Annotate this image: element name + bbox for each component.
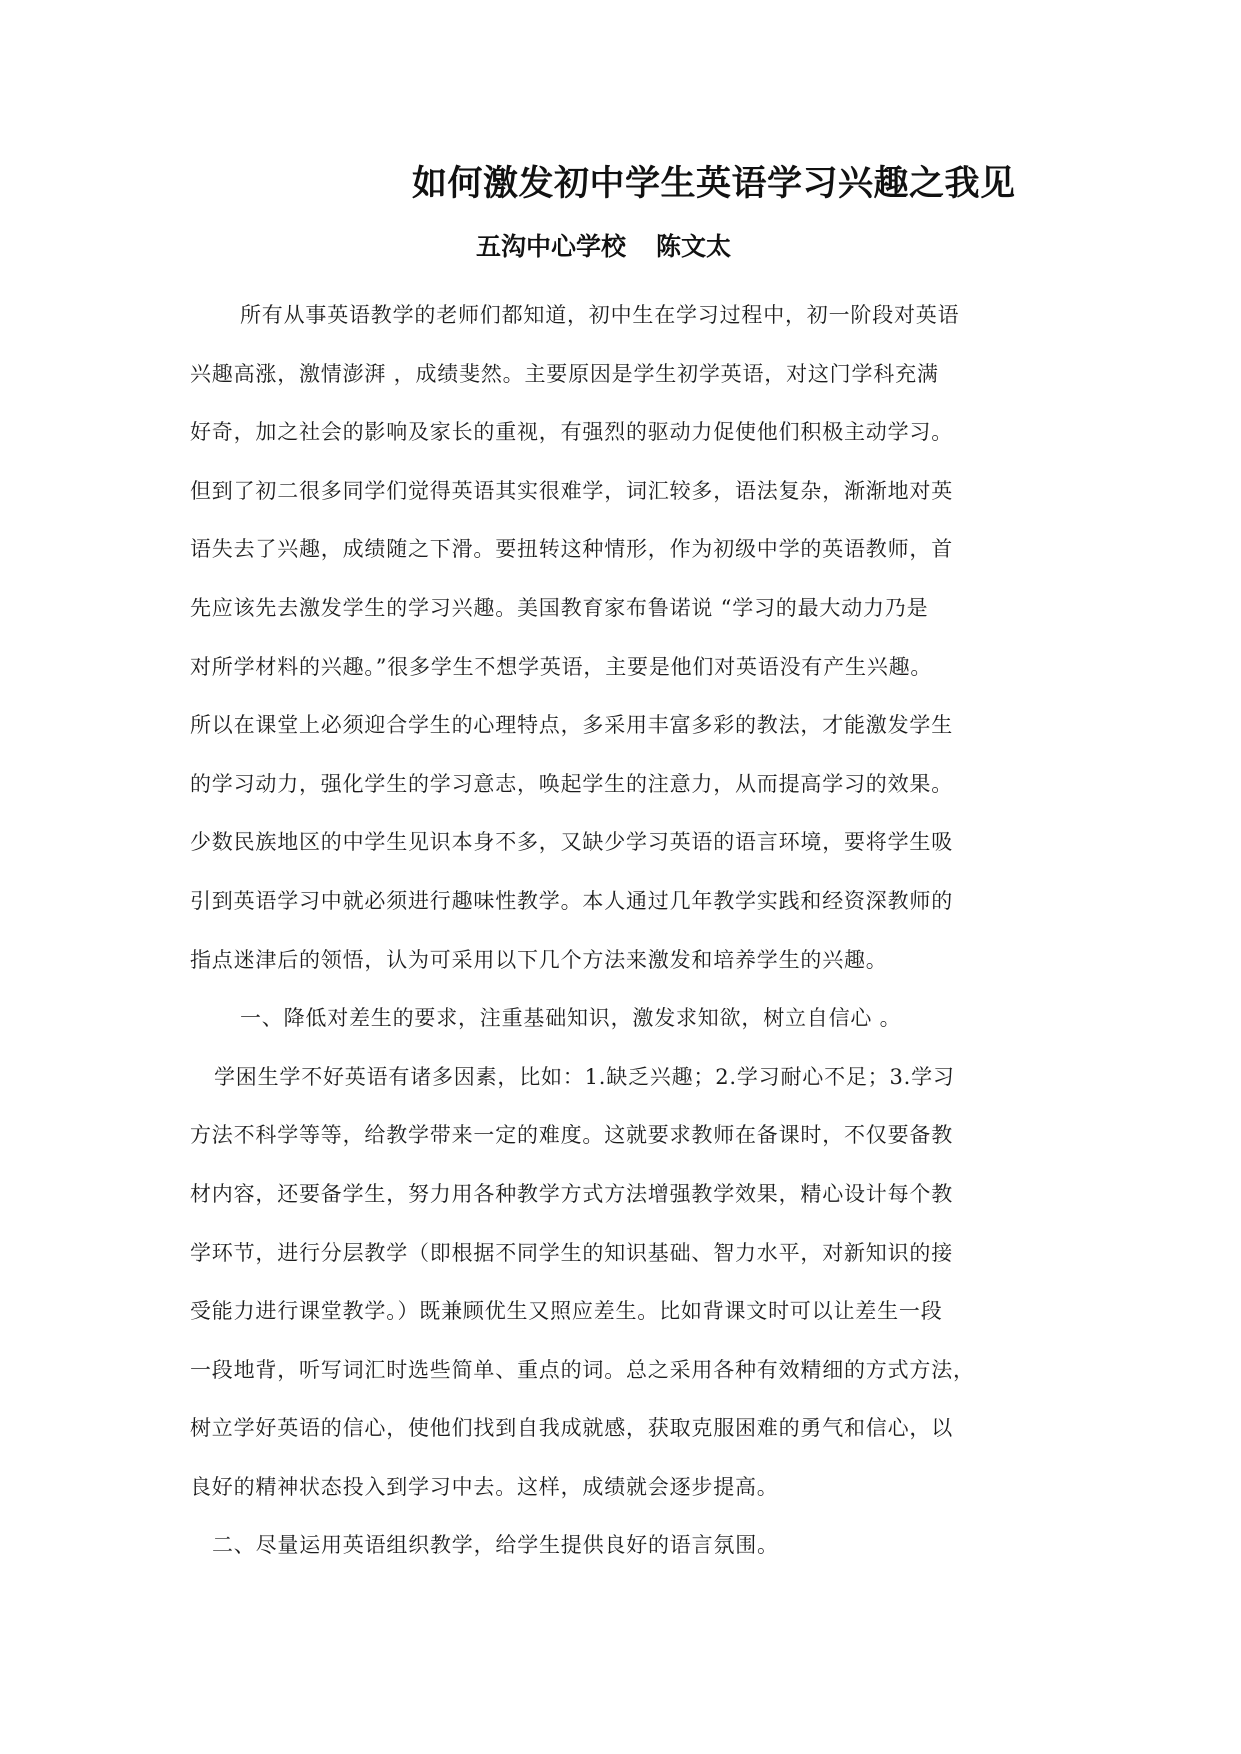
body-line: 学环节，进行分层教学（即根据不同学生的知识基础、智力水平，对新知识的接	[190, 1240, 953, 1265]
body-line: 方法不科学等等，给教学带来一定的难度。这就要求教师在备课时，不仅要备教	[190, 1123, 953, 1148]
body-line: 所以在课堂上必须迎合学生的心理特点，多采用丰富多彩的教法，才能激发学生	[190, 713, 953, 738]
document-title: 如何激发初中学生英语学习兴趣之我见	[412, 164, 1016, 204]
body-line: 一段地背，听写词汇时选些简单、重点的词。总之采用各种有效精细的方式方法，	[190, 1357, 975, 1382]
body-line: 所有从事英语教学的老师们都知道，初中生在学习过程中，初一阶段对英语	[240, 303, 960, 327]
author-name: 陈文太	[656, 232, 732, 261]
body-line: 材内容，还要备学生，努力用各种教学方式方法增强教学效果，精心设计每个教	[190, 1181, 953, 1206]
body-line: 一、降低对差生的要求，注重基础知识，激发求知欲，树立自信心 。	[240, 1006, 902, 1031]
body-line: 指点迷津后的领悟，认为可采用以下几个方法来激发和培养学生的兴趣。	[190, 947, 888, 972]
body-line: 少数民族地区的中学生见识本身不多，又缺少学习英语的语言环境，要将学生吸	[190, 830, 953, 855]
body-text	[190, 286, 1070, 1575]
body-line: 二、尽量运用英语组织教学，给学生提供良好的语言氛围。	[212, 1533, 779, 1558]
body-line: 先应该先去激发学生的学习兴趣。美国教育家布鲁诺说 “学习的最大动力乃是	[190, 595, 929, 620]
body-line: 受能力进行课堂教学。）既兼顾优生又照应差生。比如背课文时可以让差生一段	[190, 1299, 943, 1324]
body-line: 语失去了兴趣，成绩随之下滑。要扭转这种情形，作为初级中学的英语教师，首	[190, 537, 953, 562]
author-line	[476, 225, 731, 269]
body-line: 兴趣高涨，激情澎湃 ，成绩斐然。主要原因是学生初学英语，对这门学科充满	[190, 361, 939, 386]
body-line: 对所学材料的兴趣。”很多学生不想学英语，主要是他们对英语没有产生兴趣。	[190, 654, 933, 679]
body-line: 但到了初二很多同学们觉得英语其实很难学，词汇较多，语法复杂，渐渐地对英	[190, 478, 953, 503]
body-line: 学困生学不好英语有诸多因素，比如：1.缺乏兴趣；2.学习耐心不足；3.学习	[214, 1064, 955, 1089]
author-school: 五沟中心学校	[476, 232, 627, 261]
body-line: 的学习动力，强化学生的学习意志，唤起学生的注意力，从而提高学习的效果。	[190, 771, 953, 796]
body-line: 好奇，加之社会的影响及家长的重视，有强烈的驱动力促使他们积极主动学习。	[190, 420, 953, 445]
body-line: 引到英语学习中就必须进行趣味性教学。本人通过几年教学实践和经资深教师的	[190, 888, 953, 913]
body-line: 树立学好英语的信心，使他们找到自我成就感，获取克服困难的勇气和信心，以	[190, 1416, 953, 1441]
body-line: 良好的精神状态投入到学习中去。这样，成绩就会逐步提高。	[190, 1474, 779, 1499]
